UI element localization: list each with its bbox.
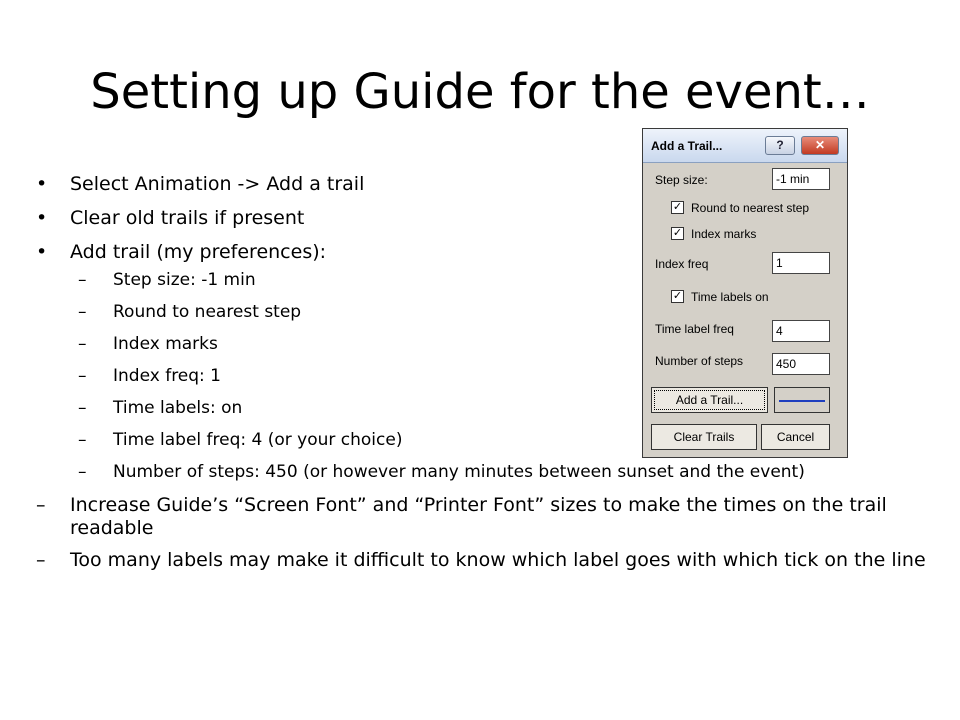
dash-item: [36, 549, 936, 572]
round-label: Round to nearest step: [691, 201, 810, 215]
index-freq-input[interactable]: 1: [772, 252, 830, 274]
close-button[interactable]: ✕: [801, 136, 839, 155]
sub-bullet-text: Index freq: 1: [113, 366, 222, 386]
clear-trails-button[interactable]: Clear Trails: [651, 424, 757, 450]
sub-bullet-item: [36, 462, 936, 483]
time-label-freq-label: Time label freq: [655, 322, 734, 336]
time-labels-checkbox[interactable]: ✓: [672, 290, 683, 302]
time-labels-label: Time labels on: [691, 290, 769, 304]
index-freq-label: Index freq: [655, 257, 709, 271]
add-trail-button[interactable]: Add a Trail...: [651, 387, 768, 413]
bullet-dot: •: [36, 241, 48, 263]
sub-bullet-text: Time label freq: 4 (or your choice): [113, 430, 403, 450]
time-label-freq-input[interactable]: 4: [772, 320, 830, 342]
sub-bullet-text: Step size: -1 min: [113, 270, 256, 290]
dash-mark: –: [36, 549, 46, 571]
dialog-title: Add a Trail...: [651, 139, 723, 153]
trail-color-line: [779, 400, 825, 402]
help-button[interactable]: ?: [765, 136, 795, 155]
dash-mark: –: [78, 366, 87, 386]
index-marks-label: Index marks: [691, 227, 757, 241]
num-steps-label: Number of steps: [655, 354, 744, 368]
bullet-dot: •: [36, 173, 48, 195]
dash-item: [36, 494, 936, 540]
bullet-dot: •: [36, 207, 48, 229]
bullet-text: Select Animation -> Add a trail: [70, 173, 365, 195]
dialog-titlebar[interactable]: [643, 129, 847, 163]
dash-mark: –: [36, 494, 46, 516]
dash-mark: –: [78, 462, 87, 482]
sub-bullet-text: Index marks: [113, 334, 218, 354]
dash-mark: –: [78, 334, 87, 354]
sub-bullet-text: Number of steps: 450 (or however many minutes between sunset and the event): [113, 462, 805, 482]
slide-title: Setting up Guide for the event…: [90, 64, 870, 120]
step-size-input[interactable]: -1 min: [772, 168, 830, 190]
dash-item-text: Increase Guide’s “Screen Font” and “Printer Font” sizes to make the times on the trail readable: [70, 494, 887, 539]
index-marks-checkbox[interactable]: ✓: [672, 227, 683, 239]
dash-mark: –: [78, 270, 87, 290]
trail-color-swatch[interactable]: [774, 387, 830, 413]
dash-mark: –: [78, 302, 87, 322]
dash-item-text: Too many labels may make it difficult to know which label goes with which tick on the line: [70, 549, 926, 571]
add-trail-dialog: [642, 128, 848, 458]
step-size-label: Step size:: [655, 173, 708, 187]
bullet-text: Clear old trails if present: [70, 207, 305, 229]
dash-mark: –: [78, 398, 87, 418]
cancel-button[interactable]: Cancel: [761, 424, 830, 450]
sub-bullet-text: Round to nearest step: [113, 302, 302, 322]
bullet-text: Add trail (my preferences):: [70, 241, 327, 263]
num-steps-input[interactable]: 450: [772, 353, 830, 375]
sub-bullet-text: Time labels: on: [113, 398, 243, 418]
dash-mark: –: [78, 430, 87, 450]
round-checkbox[interactable]: ✓: [672, 201, 683, 213]
